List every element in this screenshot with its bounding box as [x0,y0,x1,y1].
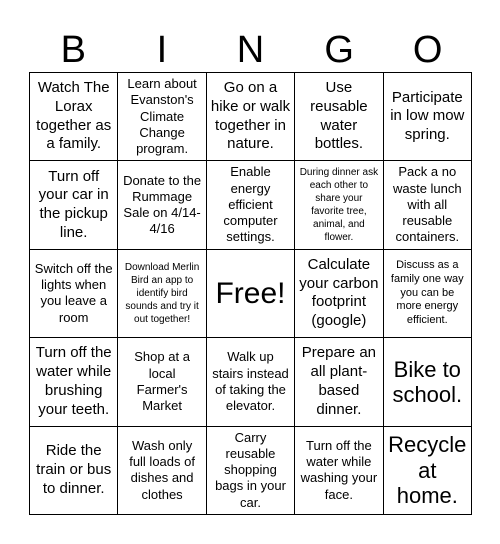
bingo-cell[interactable]: Go on a hike or walk together in nature. [207,73,295,161]
bingo-cell[interactable]: Bike to school. [384,338,472,426]
bingo-cell[interactable]: Download Merlin Bird an app to identify bird sounds and try it out together! [118,250,206,338]
bingo-board [29,72,472,515]
header-letter-g: G [324,29,354,71]
bingo-cell[interactable]: Prepare an all plant-based dinner. [295,338,383,426]
bingo-cell[interactable]: Recycle at home. [384,427,472,515]
header-letter-b: B [60,29,86,71]
bingo-cell[interactable]: Wash only full loads of dishes and clothes [118,427,206,515]
bingo-cell[interactable]: Turn off your car in the pickup line. [30,161,118,249]
bingo-cell[interactable]: Carry reusable shopping bags in your car. [207,427,295,515]
bingo-cell[interactable]: Learn about Evanston's Climate Change program. [118,73,206,161]
bingo-cell[interactable]: Shop at a local Farmer's Market [118,338,206,426]
bingo-cell[interactable]: Ride the train or bus to dinner. [30,427,118,515]
bingo-cell[interactable]: Turn off the water while brushing your teeth. [30,338,118,426]
bingo-cell[interactable]: Use reusable water bottles. [295,73,383,161]
bingo-cell[interactable]: Calculate your carbon footprint (google) [295,250,383,338]
bingo-cell[interactable]: Donate to the Rummage Sale on 4/14-4/16 [118,161,206,249]
bingo-cell[interactable]: Discuss as a family one way you can be more energy efficient. [384,250,472,338]
header-letter-o: O [412,29,443,71]
free-space-cell[interactable]: Free! [207,250,295,338]
header-letter-i: I [156,29,168,71]
bingo-cell[interactable]: Turn off the water while washing your face. [295,427,383,515]
bingo-cell[interactable]: Pack a no waste lunch with all reusable containers. [384,161,472,249]
header-letter-n: N [236,29,265,71]
bingo-header [29,28,472,72]
bingo-cell[interactable]: Walk up stairs instead of taking the elevator. [207,338,295,426]
bingo-cell[interactable]: Enable energy efficient computer settings. [207,161,295,249]
bingo-cell[interactable]: During dinner ask each other to share your favorite tree, animal, and flower. [295,161,383,249]
bingo-cell[interactable]: Watch The Lorax together as a family. [30,73,118,161]
bingo-cell[interactable]: Switch off the lights when you leave a room [30,250,118,338]
bingo-cell[interactable]: Participate in low mow spring. [384,73,472,161]
